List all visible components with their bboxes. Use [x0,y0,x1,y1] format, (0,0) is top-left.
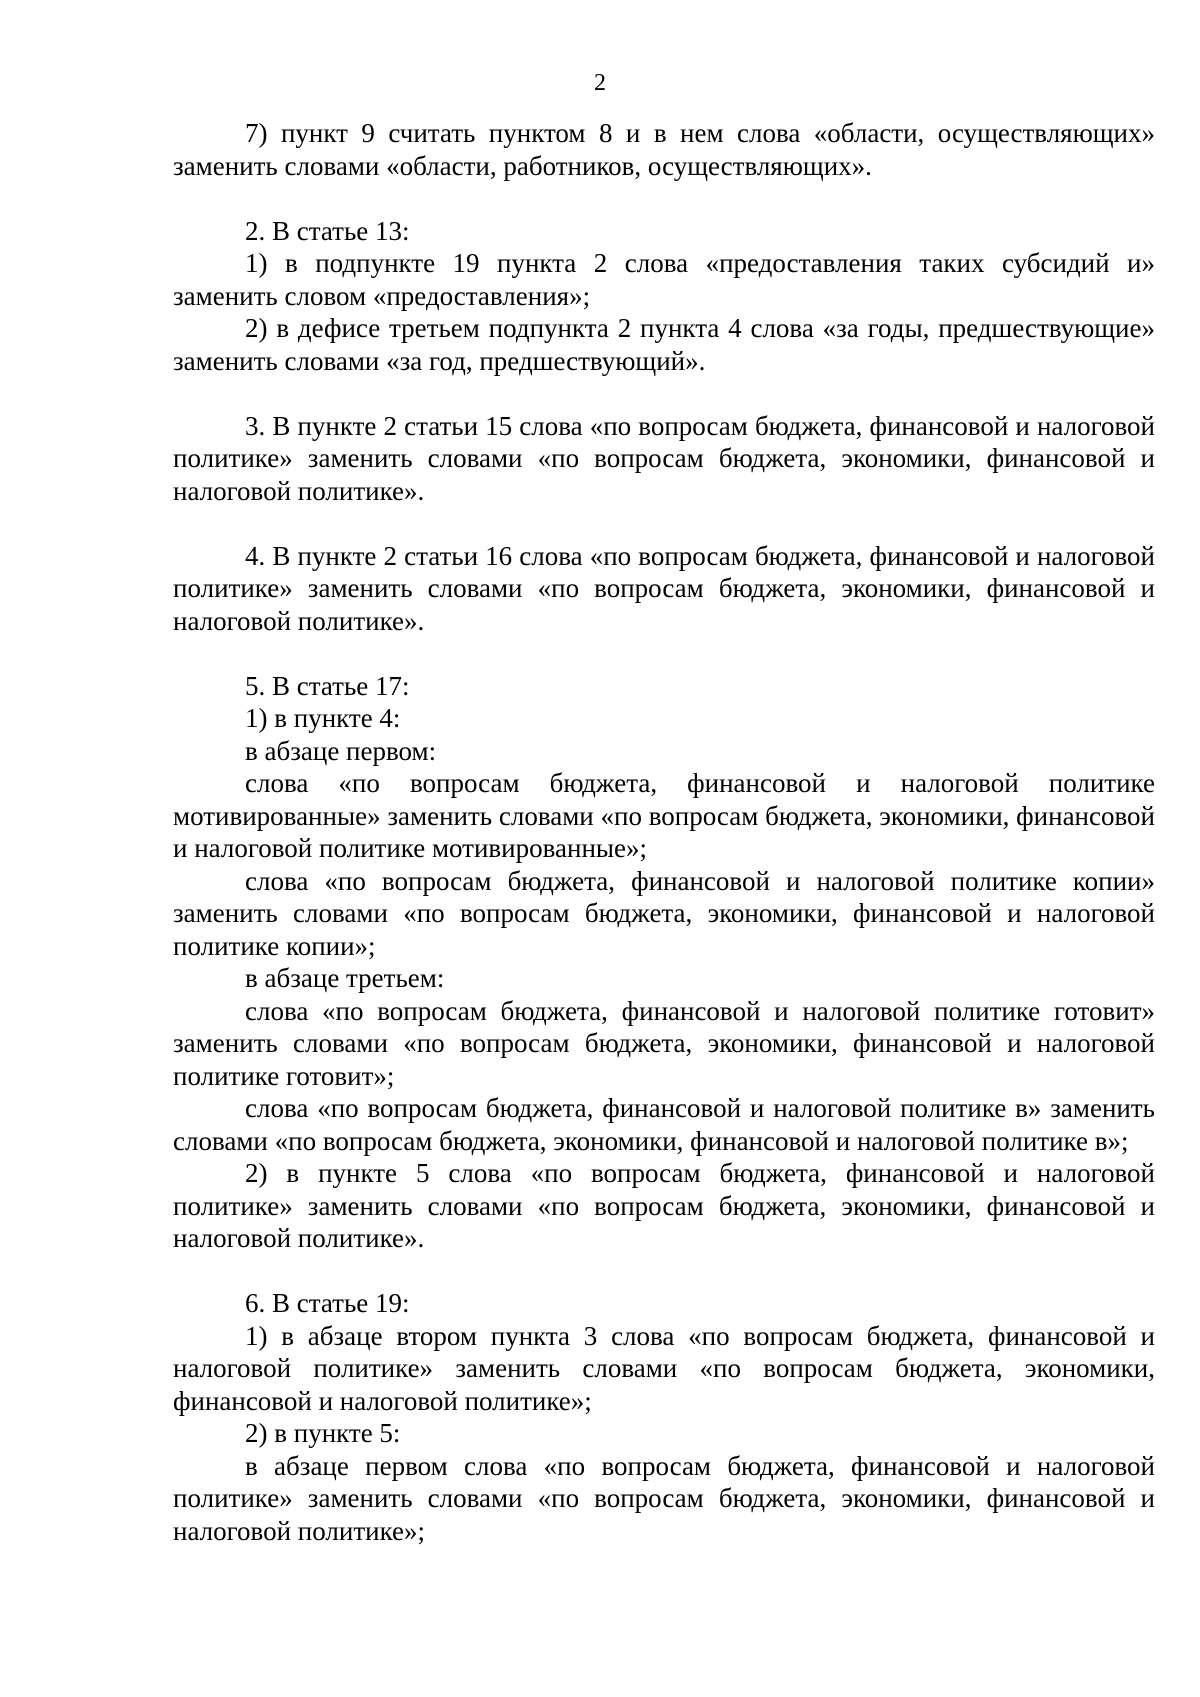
paragraph: в абзаце первом: [245,735,437,766]
paragraph: 2) в пункте 5 слова «по вопросам бюджета, финансовой и налоговой политике» заменить словами «по вопросам бюджета, экономики, финансовой и налоговой политике». [173,1158,1155,1253]
paragraph: в абзаце третьем: [245,963,445,993]
paragraph: слова «по вопросам бюджета, финансовой и налоговой политике готовит» заменить словами «по вопросам бюджета, экономики, финансовой и налоговой политике готовит»; [173,995,1155,1091]
paragraph: слова «по вопросам бюджета, финансовой и налоговой политике в» заменить словами «по вопросам бюджета, экономики, финансовой и налоговой политике в»; [173,1093,1155,1156]
paragraph: 7) пункт 9 считать пунктом 8 и в нем слова «области, осуществляющих» заменить словами «области, работников, осуществляющих». [173,118,1155,181]
paragraph: 2) в пункте 5: [245,1418,401,1448]
paragraph: 2. В статье 13: [245,215,410,246]
paragraph-spacer [173,637,1155,670]
paragraph-spacer [173,377,1155,410]
paragraph: 3. В пункте 2 статьи 15 слова «по вопросам бюджета, финансовой и налоговой политике» заменить словами «по вопросам бюджета, экономики, финансовой и налоговой политике». [173,410,1155,506]
paragraph: слова «по вопросам бюджета, финансовой и налоговой политике мотивированные» заменить словами «по вопросам бюджета, экономики, финансовой и налоговой политике мотивированные»; [173,768,1155,863]
paragraph: 2) в дефисе третьем подпункта 2 пункта 4 слова «за годы, предшествующие» заменить словами «за год, предшествующий». [173,313,1155,376]
paragraph-spacer [173,507,1155,540]
paragraph: 1) в пункте 4: [245,703,401,733]
paragraph: 5. В статье 17: [245,670,410,701]
paragraph: 1) в подпункте 19 пункта 2 слова «предоставления таких субсидий и» заменить словом «предоставления»; [173,248,1155,311]
paragraph-spacer [173,1255,1155,1288]
paragraph: 6. В статье 19: [245,1288,410,1318]
paragraph: слова «по вопросам бюджета, финансовой и налоговой политике копии» заменить словами «по вопросам бюджета, экономики, финансовой и налоговой политике копии»; [173,865,1155,961]
document-body [173,117,1155,1547]
page-number: 2 [594,70,606,96]
paragraph: 1) в абзаце втором пункта 3 слова «по вопросам бюджета, финансовой и налоговой политике» заменить словами «по вопросам бюджета, экономики, финансовой и налоговой политике»; [173,1320,1155,1416]
paragraph-spacer [173,182,1155,215]
paragraph: 4. В пункте 2 статьи 16 слова «по вопросам бюджета, финансовой и налоговой политике» заменить словами «по вопросам бюджета, экономики, финансовой и налоговой политике». [173,540,1155,636]
paragraph: в абзаце первом слова «по вопросам бюджета, финансовой и налоговой политике» заменить словами «по вопросам бюджета, экономики, финансовой и налоговой политике»; [173,1450,1155,1546]
